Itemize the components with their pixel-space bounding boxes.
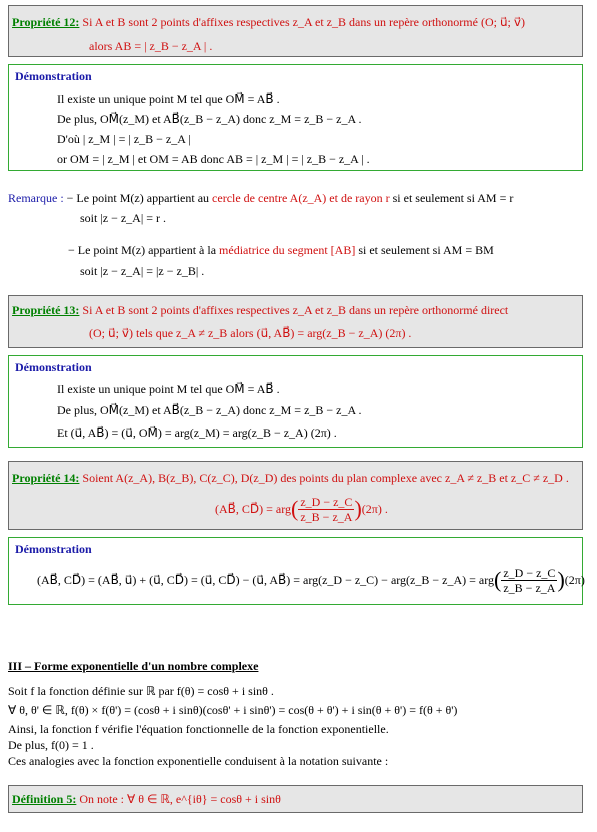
property-12-box — [8, 5, 583, 57]
demonstration-1-title: Démonstration — [15, 69, 92, 83]
property-14-formula: (AB⃗, CD⃗) = arg ( z_D − z_C z_B − z_A ) (2π) . — [215, 494, 388, 524]
property-12-line2: alors AB = | z_B − z_A | . — [89, 39, 213, 53]
property-13-box — [8, 295, 583, 348]
property-12-line1: Si A et B sont 2 points d'affixes respectives z_A et z_B dans un repère orthonormé (O; u⃗; v⃗) — [82, 15, 525, 29]
property-13-line1: Si A et B sont 2 points d'affixes respectives z_A et z_B dans un repère orthonormé direct — [82, 303, 509, 317]
demo3-formula: (AB⃗, CD⃗) = (AB⃗, u⃗) + (u⃗, CD⃗) = (u⃗, CD⃗) − (u⃗, AB⃗) = arg(z_D − z_C) − arg(z_B − z_A) = arg ( z_D − z_C z_B − z_A ) (2π) — [37, 565, 585, 595]
remark-circle-text: cercle de centre A(z_A) et de rayon r — [212, 191, 390, 205]
property-14-line1: Soient A(z_A), B(z_B), C(z_C), D(z_D) des points du plan complexe avec z_A ≠ z_B et z_C ≠ z_D . — [82, 471, 569, 485]
remark-label: Remarque : — [8, 191, 64, 205]
section3-line-3: Ainsi, la fonction f vérifie l'équation fonctionnelle de la fonction exponentielle. — [8, 722, 389, 736]
demonstration-2-title: Démonstration — [15, 360, 92, 374]
demonstration-3-title: Démonstration — [15, 542, 92, 556]
demo1-line-1: Il existe un unique point M tel que OM⃗ = AB⃗ . — [57, 92, 280, 106]
remark-bisector-text: médiatrice du segment [AB] — [219, 243, 356, 257]
demo1-line-3: D'où | z_M | = | z_B − z_A | — [57, 132, 191, 146]
property-14-title: Propriété 14: — [12, 471, 80, 485]
property-12-title: Propriété 12: — [12, 15, 80, 29]
demo2-line-1: Il existe un unique point M tel que OM⃗ = AB⃗ . — [57, 382, 280, 396]
demo2-line-2: De plus, OM⃗(z_M) et AB⃗(z_B − z_A) donc z_M = z_B − z_A . — [57, 403, 362, 417]
demo3-fraction: z_D − z_C z_B − z_A — [503, 565, 556, 595]
property-13-title: Propriété 13: — [12, 303, 80, 317]
property-13-line2: (O; u⃗; v⃗) tels que z_A ≠ z_B alors (u⃗, AB⃗) = arg(z_B − z_A) (2π) . — [89, 326, 412, 340]
demonstration-2-box — [8, 355, 583, 448]
section3-line-1: Soit f la fonction définie sur ℝ par f(θ) = cosθ + i sinθ . — [8, 684, 274, 698]
section3-line-5: Ces analogies avec la fonction exponentielle conduisent à la notation suivante : — [8, 754, 389, 768]
remark-line-2: soit |z − z_A| = r . — [80, 211, 166, 225]
section-3-title: III – Forme exponentielle d'un nombre complexe — [8, 659, 259, 673]
definition-5-title: Définition 5: — [12, 792, 77, 806]
remark-line-1: Remarque : − Le point M(z) appartient au cercle de centre A(z_A) et de rayon r si et seulement si AM = r — [8, 191, 514, 205]
definition-5-box — [8, 785, 583, 813]
remark-line-3: − Le point M(z) appartient à la médiatrice du segment [AB] si et seulement si AM = BM — [68, 243, 494, 257]
demo1-line-2: De plus, OM⃗(z_M) et AB⃗(z_B − z_A) donc z_M = z_B − z_A . — [57, 112, 362, 126]
remark-line-4: soit |z − z_A| = |z − z_B| . — [80, 264, 205, 278]
demo1-line-4: or OM = | z_M | et OM = AB donc AB = | z_M | = | z_B − z_A | . — [57, 152, 370, 166]
demonstration-3-box — [8, 537, 583, 605]
definition-5-text: On note : ∀ θ ∈ ℝ, e^{iθ} = cosθ + i sinθ — [79, 792, 281, 806]
demonstration-1-box — [8, 64, 583, 171]
section3-line-2: ∀ θ, θ' ∈ ℝ, f(θ) × f(θ') = (cosθ + i sinθ)(cosθ' + i sinθ') = cos(θ + θ') + i sin(θ + θ') = f(θ + θ') — [8, 703, 458, 717]
section3-line-4: De plus, f(0) = 1 . — [8, 738, 94, 752]
property-14-fraction: z_D − z_C z_B − z_A — [300, 494, 353, 524]
property-14-box — [8, 461, 583, 530]
demo2-line-3: Et (u⃗, AB⃗) = (u⃗, OM⃗) = arg(z_M) = arg(z_B − z_A) (2π) . — [57, 426, 337, 440]
